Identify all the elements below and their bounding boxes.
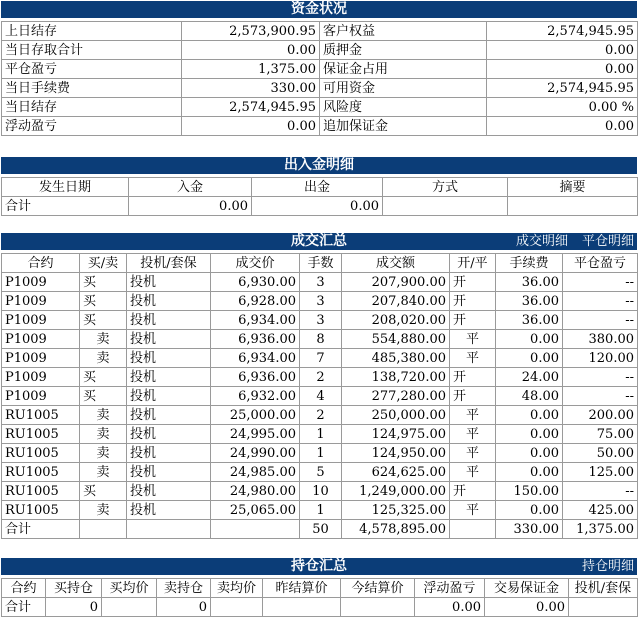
trades-cell: 卖 — [80, 444, 127, 463]
positions-total-cell: 0.00 — [415, 598, 485, 617]
trades-total-cell — [127, 520, 211, 539]
trades-cell: 买 — [80, 368, 127, 387]
trades-total-cell: 4,578,895.00 — [342, 520, 450, 539]
trades-cell: 207,840.00 — [342, 292, 450, 311]
trades-cell: 投机 — [127, 463, 211, 482]
funds-label: 客户权益 — [320, 22, 487, 41]
positions-column-header: 浮动盈亏 — [415, 579, 485, 598]
trades-cell: P1009 — [2, 349, 80, 368]
trades-cell: 50.00 — [563, 444, 638, 463]
trades-cell: 6,936.00 — [211, 330, 300, 349]
positions-column-header: 昨结算价 — [263, 579, 341, 598]
trades-cell: 124,975.00 — [342, 425, 450, 444]
trades-cell: 投机 — [127, 273, 211, 292]
positions-total-cell — [263, 598, 341, 617]
trades-cell: 卖 — [80, 330, 127, 349]
trades-cell: 150.00 — [496, 482, 563, 501]
positions-total-cell: 0 — [157, 598, 211, 617]
funds-label: 质押金 — [320, 41, 487, 60]
trades-cell: 24,985.00 — [211, 463, 300, 482]
funds-row — [2, 41, 638, 60]
funds-table — [1, 21, 638, 136]
funds-label: 上日结存 — [2, 22, 182, 41]
trades-cell: 开 — [450, 368, 496, 387]
trades-cell: 投机 — [127, 482, 211, 501]
trades-total-cell: 合计 — [2, 520, 80, 539]
trades-cell: 6,934.00 — [211, 349, 300, 368]
trades-cell: 卖 — [80, 463, 127, 482]
trades-cell: 24,995.00 — [211, 425, 300, 444]
trades-cell: 投机 — [127, 501, 211, 520]
trades-cell: 投机 — [127, 349, 211, 368]
funds-label: 保证金占用 — [320, 60, 487, 79]
trades-cell: 6,932.00 — [211, 387, 300, 406]
positions-total-cell — [102, 598, 157, 617]
trades-column-header: 投机/套保 — [127, 254, 211, 273]
trades-cell: 3 — [300, 311, 342, 330]
funds-label: 可用资金 — [320, 79, 487, 98]
positions-total-cell — [211, 598, 263, 617]
trades-cell: 1 — [300, 444, 342, 463]
trades-cell: 380.00 — [563, 330, 638, 349]
trades-cell: 36.00 — [496, 311, 563, 330]
positions-column-header: 买均价 — [102, 579, 157, 598]
trades-cell: P1009 — [2, 387, 80, 406]
trades-cell: 7 — [300, 349, 342, 368]
trades-cell: 投机 — [127, 311, 211, 330]
funds-value: 0.00 — [182, 41, 320, 60]
trades-cell: 投机 — [127, 292, 211, 311]
trades-cell: 0.00 — [496, 330, 563, 349]
funds-label: 平仓盈亏 — [2, 60, 182, 79]
trades-cell: 投机 — [127, 444, 211, 463]
trades-cell: 开 — [450, 311, 496, 330]
trades-cell: 6,936.00 — [211, 368, 300, 387]
trades-cell: 平 — [450, 349, 496, 368]
trades-cell: 208,020.00 — [342, 311, 450, 330]
trades-cell: -- — [563, 387, 638, 406]
trades-column-header: 成交额 — [342, 254, 450, 273]
funds-value: 1,375.00 — [182, 60, 320, 79]
trades-cell: -- — [563, 482, 638, 501]
trades-cell: 投机 — [127, 387, 211, 406]
positions-column-header: 卖持仓 — [157, 579, 211, 598]
trades-cell: 125,325.00 — [342, 501, 450, 520]
positions-section — [1, 558, 637, 620]
trades-cell: RU1005 — [2, 406, 80, 425]
table-row — [2, 368, 638, 387]
inout-column-header: 摘要 — [508, 178, 638, 197]
trades-cell: 3 — [300, 273, 342, 292]
trades-cell: 10 — [300, 482, 342, 501]
trades-cell: 554,880.00 — [342, 330, 450, 349]
trades-cell: 25,065.00 — [211, 501, 300, 520]
trades-cell: 1 — [300, 425, 342, 444]
trades-cell: 0.00 — [496, 444, 563, 463]
trades-column-header: 手续费 — [496, 254, 563, 273]
trades-cell: 8 — [300, 330, 342, 349]
trades-cell: 6,934.00 — [211, 311, 300, 330]
trades-cell: P1009 — [2, 311, 80, 330]
trades-cell: 425.00 — [563, 501, 638, 520]
trades-cell: 买 — [80, 387, 127, 406]
trades-header-row — [2, 254, 638, 273]
table-row — [2, 292, 638, 311]
trades-table — [1, 253, 638, 539]
trades-column-header: 合约 — [2, 254, 80, 273]
trades-cell: -- — [563, 368, 638, 387]
trades-column-header: 开/平 — [450, 254, 496, 273]
trades-cell: RU1005 — [2, 482, 80, 501]
trades-cell: 36.00 — [496, 273, 563, 292]
trades-cell: 5 — [300, 463, 342, 482]
trades-cell: 120.00 — [563, 349, 638, 368]
trades-column-header: 平仓盈亏 — [563, 254, 638, 273]
trades-cell: 卖 — [80, 406, 127, 425]
trades-cell: 投机 — [127, 330, 211, 349]
inout-title: 出入金明细 — [284, 157, 354, 173]
table-row — [2, 425, 638, 444]
positions-total-cell — [569, 598, 638, 617]
trades-cell: 2 — [300, 406, 342, 425]
table-row — [2, 330, 638, 349]
trades-cell: 124,950.00 — [342, 444, 450, 463]
positions-total-cell: 0 — [46, 598, 102, 617]
trades-cell: 207,900.00 — [342, 273, 450, 292]
inout-column-header: 出金 — [252, 178, 383, 197]
trades-cell: 平 — [450, 406, 496, 425]
trades-cell: 0.00 — [496, 425, 563, 444]
funds-label: 浮动盈亏 — [2, 117, 182, 136]
positions-total-cell: 0.00 — [485, 598, 569, 617]
funds-value: 0.00 — [487, 60, 638, 79]
trades-cell: 0.00 — [496, 406, 563, 425]
trades-header — [1, 233, 637, 250]
trades-cell: 开 — [450, 292, 496, 311]
funds-section — [1, 1, 637, 143]
funds-row — [2, 22, 638, 41]
inout-total-cell: 0.00 — [129, 197, 252, 216]
trades-cell: RU1005 — [2, 463, 80, 482]
funds-value: 0.00 — [487, 41, 638, 60]
funds-value: 330.00 — [182, 79, 320, 98]
positions-title: 持仓汇总 — [291, 558, 347, 574]
funds-value: 0.00 — [182, 117, 320, 136]
trades-cell: 24,990.00 — [211, 444, 300, 463]
trades-cell: 卖 — [80, 425, 127, 444]
funds-label: 当日手续费 — [2, 79, 182, 98]
trades-cell: 624,625.00 — [342, 463, 450, 482]
trades-cell: 卖 — [80, 501, 127, 520]
positions-header — [1, 558, 637, 575]
trades-cell: P1009 — [2, 273, 80, 292]
positions-column-header: 投机/套保 — [569, 579, 638, 598]
inout-total-cell: 0.00 — [252, 197, 383, 216]
table-row — [2, 406, 638, 425]
trades-total-cell: 330.00 — [496, 520, 563, 539]
trades-column-header: 成交价 — [211, 254, 300, 273]
funds-value: 2,574,945.95 — [487, 79, 638, 98]
inout-header-row — [2, 178, 638, 197]
inout-total-cell — [508, 197, 638, 216]
table-row — [2, 349, 638, 368]
funds-row — [2, 117, 638, 136]
funds-row — [2, 98, 638, 117]
trades-cell: RU1005 — [2, 501, 80, 520]
positions-column-header: 卖均价 — [211, 579, 263, 598]
trades-cell: 买 — [80, 482, 127, 501]
trades-total-cell — [211, 520, 300, 539]
trades-cell: 6,930.00 — [211, 273, 300, 292]
funds-row — [2, 60, 638, 79]
close-detail-link[interactable]: 平仓明细 — [581, 234, 634, 249]
trades-cell: 0.00 — [496, 501, 563, 520]
positions-column-header: 买持仓 — [46, 579, 102, 598]
trades-cell: 买 — [80, 273, 127, 292]
trades-cell: 125.00 — [563, 463, 638, 482]
trades-cell: 开 — [450, 482, 496, 501]
trades-cell: 开 — [450, 387, 496, 406]
positions-total-cell: 合计 — [2, 598, 46, 617]
inout-column-header: 入金 — [129, 178, 252, 197]
trades-cell: 25,000.00 — [211, 406, 300, 425]
positions-table — [1, 578, 638, 617]
funds-label: 当日结存 — [2, 98, 182, 117]
table-row — [2, 444, 638, 463]
trades-total-cell: 1,375.00 — [563, 520, 638, 539]
trades-cell: 投机 — [127, 368, 211, 387]
funds-label: 追加保证金 — [320, 117, 487, 136]
trades-total-row — [2, 520, 638, 539]
trades-cell: 开 — [450, 273, 496, 292]
trades-column-header: 买/卖 — [80, 254, 127, 273]
trades-cell: 1 — [300, 501, 342, 520]
trades-cell: 138,720.00 — [342, 368, 450, 387]
trades-cell: 24,980.00 — [211, 482, 300, 501]
trades-cell: -- — [563, 292, 638, 311]
funds-value: 2,574,945.95 — [487, 22, 638, 41]
table-row — [2, 501, 638, 520]
positions-column-header: 交易保证金 — [485, 579, 569, 598]
funds-row — [2, 79, 638, 98]
trades-cell: 平 — [450, 501, 496, 520]
inout-header — [1, 157, 637, 174]
trades-cell: 买 — [80, 311, 127, 330]
trades-cell: 平 — [450, 425, 496, 444]
trades-cell: 6,928.00 — [211, 292, 300, 311]
trade-detail-link[interactable]: 成交明细 — [515, 234, 568, 249]
trades-cell: P1009 — [2, 368, 80, 387]
funds-value: 0.00 % — [487, 98, 638, 117]
trades-cell: -- — [563, 311, 638, 330]
trades-cell: -- — [563, 273, 638, 292]
table-row — [2, 482, 638, 501]
trades-cell: 75.00 — [563, 425, 638, 444]
trades-cell: 250,000.00 — [342, 406, 450, 425]
funds-header — [1, 1, 637, 18]
positions-total-cell — [341, 598, 415, 617]
trades-total-cell: 50 — [300, 520, 342, 539]
trades-cell: 2 — [300, 368, 342, 387]
trades-cell: 277,280.00 — [342, 387, 450, 406]
trades-cell: 投机 — [127, 425, 211, 444]
trades-cell: RU1005 — [2, 444, 80, 463]
trades-cell: 0.00 — [496, 463, 563, 482]
trades-cell: 0.00 — [496, 349, 563, 368]
funds-title: 资金状况 — [291, 1, 347, 17]
positions-header-row — [2, 579, 638, 598]
positions-total-row — [2, 598, 638, 617]
trades-cell: 48.00 — [496, 387, 563, 406]
inout-column-header: 方式 — [383, 178, 508, 197]
inout-total-cell — [383, 197, 508, 216]
inout-total-row — [2, 197, 638, 216]
inout-total-cell: 合计 — [2, 197, 129, 216]
trades-title: 成交汇总 — [291, 233, 347, 249]
trades-cell: 平 — [450, 463, 496, 482]
trades-cell: RU1005 — [2, 425, 80, 444]
trades-cell: 4 — [300, 387, 342, 406]
positions-column-header: 今结算价 — [341, 579, 415, 598]
inout-section — [1, 157, 637, 217]
trades-total-cell — [450, 520, 496, 539]
table-row — [2, 387, 638, 406]
table-row — [2, 463, 638, 482]
table-row — [2, 311, 638, 330]
trades-cell: 买 — [80, 292, 127, 311]
funds-value: 2,574,945.95 — [182, 98, 320, 117]
trades-cell: 24.00 — [496, 368, 563, 387]
trades-cell: P1009 — [2, 292, 80, 311]
trades-total-cell — [80, 520, 127, 539]
trades-cell: 投机 — [127, 406, 211, 425]
trades-cell: 3 — [300, 292, 342, 311]
trades-cell: 卖 — [80, 349, 127, 368]
trades-cell: 平 — [450, 330, 496, 349]
position-detail-link[interactable]: 持仓明细 — [581, 559, 634, 574]
table-row — [2, 273, 638, 292]
funds-value: 0.00 — [487, 117, 638, 136]
trades-cell: P1009 — [2, 330, 80, 349]
funds-label: 风险度 — [320, 98, 487, 117]
inout-table — [1, 177, 638, 216]
positions-column-header: 合约 — [2, 579, 46, 598]
trades-column-header: 手数 — [300, 254, 342, 273]
inout-column-header: 发生日期 — [2, 178, 129, 197]
trades-cell: 485,380.00 — [342, 349, 450, 368]
trades-cell: 36.00 — [496, 292, 563, 311]
trades-section — [1, 233, 637, 543]
funds-value: 2,573,900.95 — [182, 22, 320, 41]
trades-cell: 平 — [450, 444, 496, 463]
trades-cell: 200.00 — [563, 406, 638, 425]
funds-label: 当日存取合计 — [2, 41, 182, 60]
trades-cell: 1,249,000.00 — [342, 482, 450, 501]
